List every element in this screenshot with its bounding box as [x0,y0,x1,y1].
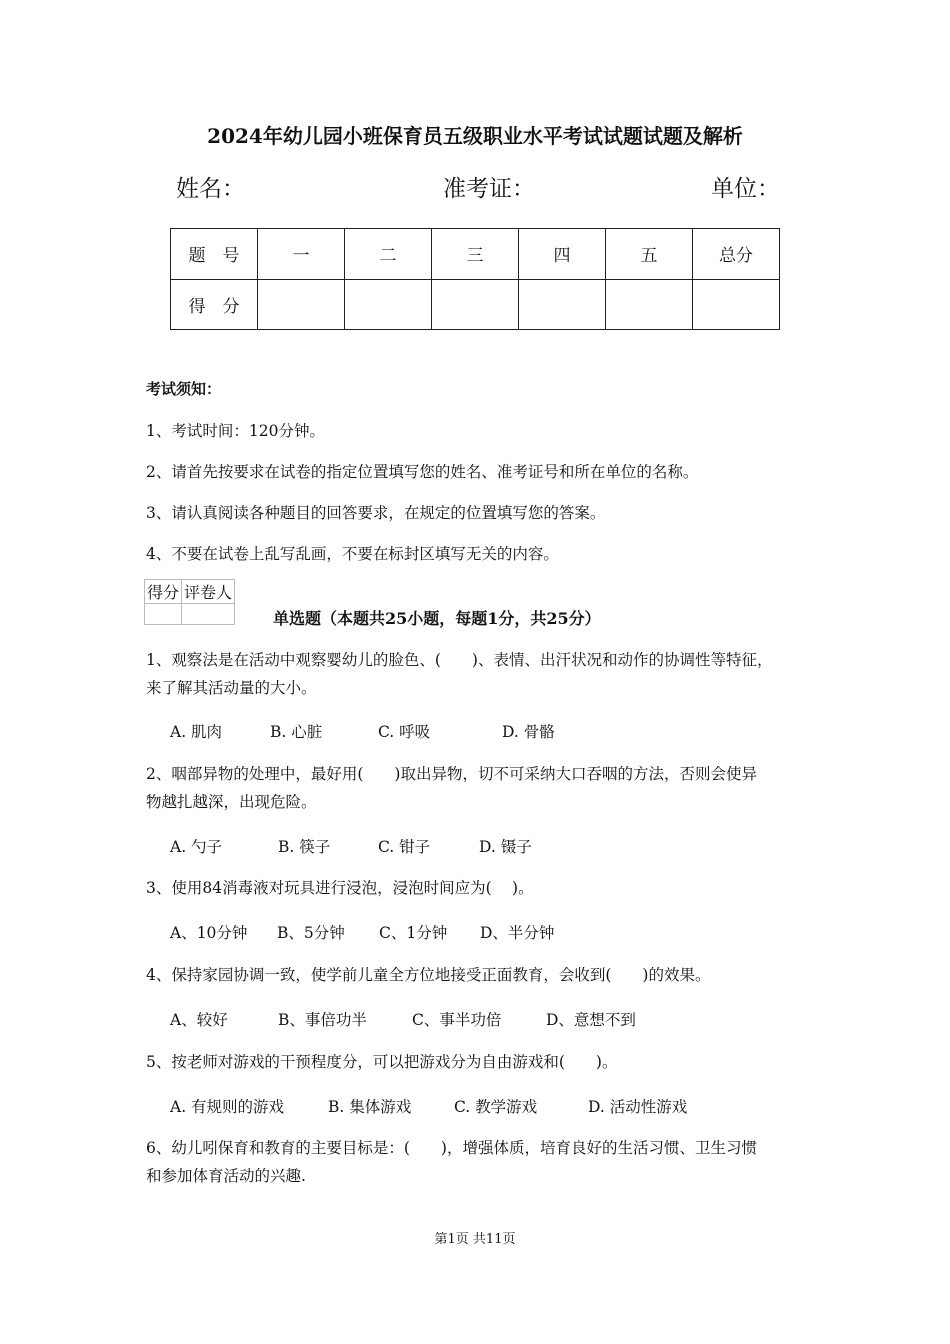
notice-item: 2、请首先按要求在试卷的指定位置填写您的姓名、准考证号和所在单位的名称。 [146,463,699,481]
question-3 [146,874,534,902]
question-text: 1、观察法是在活动中观察婴幼儿的脸色、( )、表情、出汗状况和动作的协调性等特征， [146,651,773,669]
option[interactable]: C、事半功倍 [412,1011,502,1029]
score-input-cell[interactable] [345,279,432,330]
score-table-score-row [171,279,780,330]
question-6 [146,1134,757,1190]
score-table-header-row [171,229,780,280]
question-text: 6、幼儿吲保育和教育的主要目标是：( )，增强体质，培育良好的生活习惯、卫生习惯 [146,1139,757,1157]
notice-item: 4、不要在试卷上乱写乱画，不要在标封区填写无关的内容。 [146,545,559,563]
section-title: 单选题（本题共25小题，每题1分，共25分） [273,609,601,628]
grader-score-cell[interactable] [145,604,182,625]
option[interactable]: A、10分钟 [170,924,248,942]
option[interactable]: C. 钳子 [378,838,431,856]
notice-item: 3、请认真阅读各种题目的回答要求，在规定的位置填写您的答案。 [146,504,606,522]
option[interactable]: A. 有规则的游戏 [170,1098,285,1116]
score-table-cell: 一 [258,229,345,280]
option[interactable]: C. 呼吸 [378,723,431,741]
question-text: 3、使用84消毒液对玩具进行浸泡，浸泡时间应为( )。 [146,879,534,897]
option[interactable]: D、半分钟 [480,924,555,942]
option[interactable]: B. 集体游戏 [328,1098,412,1116]
score-row-label: 得 分 [171,279,258,330]
question-1 [146,646,772,702]
score-table-cell: 三 [432,229,519,280]
grader-box [144,579,235,625]
option[interactable]: D. 镊子 [479,838,532,856]
option[interactable]: A. 勺子 [170,838,223,856]
option[interactable]: C. 教学游戏 [454,1098,538,1116]
score-input-cell[interactable] [258,279,345,330]
question-2 [146,760,757,816]
question-text: 5、按老师对游戏的干预程度分，可以把游戏分为自由游戏和( )。 [146,1053,618,1071]
question-4 [146,961,710,989]
option[interactable]: B、事倍功半 [278,1011,367,1029]
score-input-cell[interactable] [693,279,780,330]
score-table-cell: 题 号 [171,229,258,280]
option[interactable]: D. 骨骼 [502,723,555,741]
question-text: 2、咽部异物的处理中，最好用( )取出异物，切不可采纳大口吞咽的方法，否则会使异 [146,765,757,783]
score-input-cell[interactable] [519,279,606,330]
score-table-cell: 五 [606,229,693,280]
score-table-cell: 总分 [693,229,780,280]
option[interactable]: B、5分钟 [277,924,345,942]
notice-item: 1、考试时间：120分钟。 [146,422,325,440]
question-text: 物越扎越深，出现危险。 [146,793,317,811]
grader-name-label: 评卷人 [182,580,235,604]
score-table-cell: 二 [345,229,432,280]
score-table-cell: 四 [519,229,606,280]
question-text: 和参加体育活动的兴趣. [146,1167,306,1185]
notice-heading: 考试须知： [146,380,222,398]
page-footer: 第1页 共11页 [434,1232,516,1247]
exam-title: 2024年幼儿园小班保育员五级职业水平考试试题试题及解析 [207,124,743,148]
option[interactable]: B. 筷子 [278,838,331,856]
question-text: 来了解其活动量的大小。 [146,679,317,697]
option[interactable]: B. 心脏 [270,723,323,741]
question-text: 4、保持家园协调一致，使学前儿童全方位地接受正面教育，会收到( )的效果。 [146,966,711,984]
option[interactable]: A、较好 [170,1011,228,1029]
exam-number-label: 准考证： [443,176,535,202]
option[interactable]: C、1分钟 [379,924,448,942]
score-table [170,228,780,330]
name-label: 姓名： [176,176,245,202]
grader-score-label: 得分 [145,580,182,604]
question-5 [146,1048,617,1076]
unit-label: 单位： [711,176,780,202]
option[interactable]: D. 活动性游戏 [588,1098,688,1116]
score-input-cell[interactable] [606,279,693,330]
grader-name-cell[interactable] [182,604,235,625]
option[interactable]: A. 肌肉 [170,723,223,741]
option[interactable]: D、意想不到 [546,1011,636,1029]
score-input-cell[interactable] [432,279,519,330]
